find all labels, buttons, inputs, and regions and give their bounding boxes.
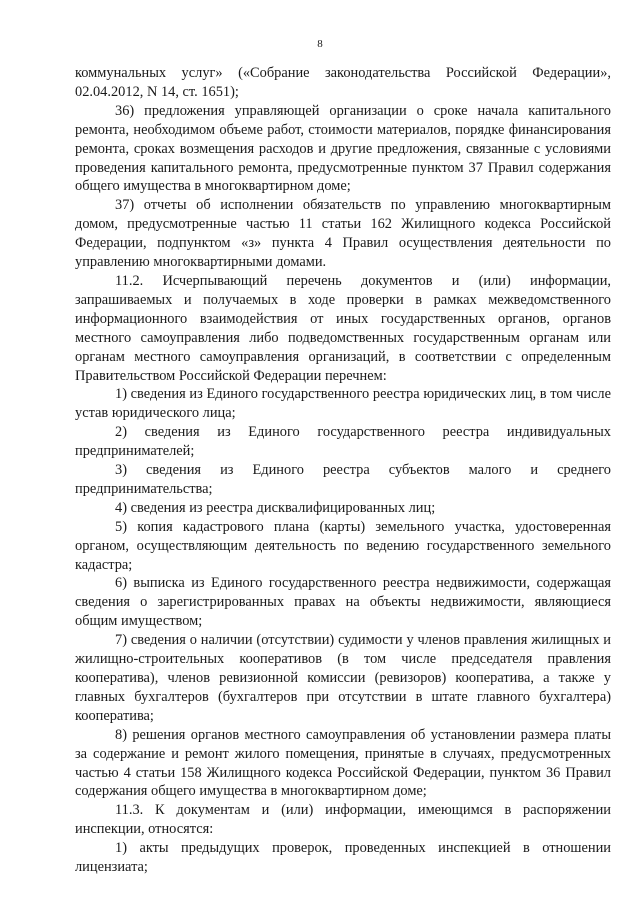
paragraph-list-item-7: 7) сведения о наличии (отсутствии) судимости у членов правления жилищных и жилищно-строительных кооперативов (в том числе председателя правления кооператива), членов ревизионной комиссии (ревизоров) кооператива, а также у главных бухгалтеров (бухгалтеров при отсутствии в штате главного бухгалтера) кооператива;	[75, 632, 611, 724]
paragraph-list-item-8: 8) решения органов местного самоуправления об установлении размера платы за содержание и ремонт жилого помещения, принятые в случаях, предусмотренных частью 4 статьи 158 Жилищного кодекса Российской Федерации, пунктом 36 Правил содержания общего имущества в многоквартирном доме;	[75, 726, 611, 800]
paragraph-continuation: коммунальных услуг» («Собрание законодательства Российской Федерации», 02.04.2012, N 14, ст. 1651);	[75, 65, 611, 100]
paragraph-item-37: 37) отчеты об исполнении обязательств по управлению многоквартирным домом, предусмотренные частью 11 статьи 162 Жилищного кодекса Российской Федерации, подпунктом «з» пункта 4 Правил осуществления деятельности по управлению многоквартирными домами.	[75, 197, 611, 271]
paragraph-list-item-5: 5) копия кадастрового плана (карты) земельного участка, удостоверенная органом, осуществляющим деятельность по ведению государственного земельного кадастра;	[75, 518, 611, 573]
paragraph-list-item-3: 3) сведения из Единого реестра субъектов малого и среднего предпринимательства;	[75, 462, 611, 497]
paragraph-list-item-6: 6) выписка из Единого государственного реестра недвижимости, содержащая сведения о зарегистрированных правах на объекты недвижимости, являющиеся общим имуществом;	[75, 575, 611, 630]
paragraph-list-item-4: 4) сведения из реестра дисквалифицированных лиц;	[115, 499, 436, 516]
paragraph-item-36: 36) предложения управляющей организации о сроке начала капитального ремонта, необходимом объеме работ, стоимости материалов, порядке финансирования ремонта, сроках возмещения расходов и другие предложения, связанные с условиями проведения капитального ремонта, предусмотренные пунктом 37 Правил содержания общего имущества в многоквартирном доме;	[75, 102, 611, 195]
page-number: 8	[317, 38, 323, 50]
paragraph-list-item-1: 1) сведения из Единого государственного реестра юридических лиц, в том числе устав юридического лица;	[75, 386, 611, 422]
paragraph-list-item-2: 2) сведения из Единого государственного реестра индивидуальных предпринимателей;	[75, 424, 611, 460]
paragraph-section-11-2: 11.2. Исчерпывающий перечень документов и (или) информации, запрашиваемых и получаемых в ходе проверки в рамках межведомственного информационного взаимодействия от иных государственных органов, органов местного самоуправления либо подведомственных государственным органам или органам местного самоуправления организаций, в соответствии с определенным Правительством Российской Федерации перечнем:	[75, 272, 611, 384]
document-body	[75, 64, 611, 877]
paragraph-list-item-1-acts: 1) акты предыдущих проверок, проведенных инспекцией в отношении лицензиата;	[75, 840, 611, 876]
paragraph-section-11-3: 11.3. К документам и (или) информации, имеющимся в распоряжении инспекции, относятся:	[75, 802, 611, 838]
